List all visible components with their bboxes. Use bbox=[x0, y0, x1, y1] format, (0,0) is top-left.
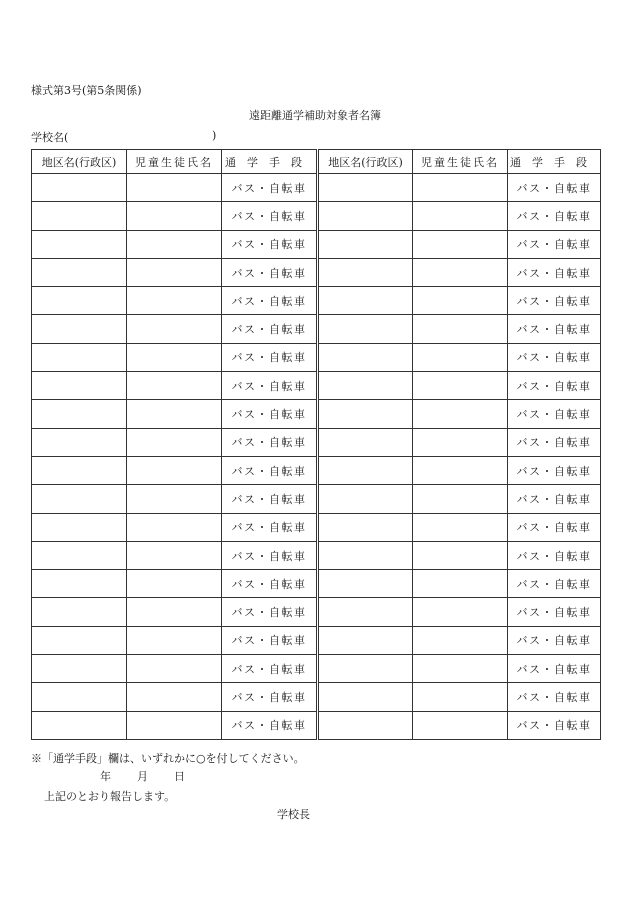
table-row bbox=[32, 513, 601, 541]
commute-means-cell-right[interactable]: バス・自転車 bbox=[508, 400, 601, 428]
date-day-label: 日 bbox=[174, 770, 185, 783]
table-row bbox=[32, 570, 601, 598]
commute-means-cell-left[interactable]: バス・自転車 bbox=[222, 570, 318, 598]
district-cell-right[interactable] bbox=[318, 400, 413, 428]
district-cell-left[interactable] bbox=[32, 456, 127, 484]
student-name-cell-left[interactable] bbox=[127, 428, 222, 456]
district-cell-right[interactable] bbox=[318, 202, 413, 230]
form-number: 様式第3号(第5条関係) bbox=[31, 84, 142, 97]
commute-means-cell-right[interactable]: バス・自転車 bbox=[508, 287, 601, 315]
commute-means-cell-left[interactable]: バス・自転車 bbox=[222, 711, 318, 739]
header-student-name-left: 児童生徒氏名 bbox=[127, 150, 222, 174]
table-header-row bbox=[32, 150, 601, 174]
district-cell-left[interactable] bbox=[32, 315, 127, 343]
school-name-paren-close: ) bbox=[212, 129, 217, 142]
table-row bbox=[32, 626, 601, 654]
commute-means-cell-left[interactable]: バス・自転車 bbox=[222, 598, 318, 626]
table-row bbox=[32, 598, 601, 626]
district-cell-left[interactable] bbox=[32, 711, 127, 739]
table-row bbox=[32, 541, 601, 569]
commute-means-cell-right[interactable]: バス・自転車 bbox=[508, 598, 601, 626]
student-name-cell-right[interactable] bbox=[413, 343, 508, 371]
district-cell-right[interactable] bbox=[318, 456, 413, 484]
commute-means-cell-left[interactable]: バス・自転車 bbox=[222, 315, 318, 343]
student-name-cell-right[interactable] bbox=[413, 428, 508, 456]
district-cell-left[interactable] bbox=[32, 400, 127, 428]
student-name-cell-left[interactable] bbox=[127, 230, 222, 258]
table-row bbox=[32, 400, 601, 428]
table-row bbox=[32, 683, 601, 711]
student-name-cell-right[interactable] bbox=[413, 400, 508, 428]
district-cell-left[interactable] bbox=[32, 174, 127, 202]
principal-label: 学校長 bbox=[277, 808, 310, 821]
school-name-line bbox=[31, 129, 217, 145]
commute-means-cell-left[interactable]: バス・自転車 bbox=[222, 655, 318, 683]
commute-means-cell-left[interactable]: バス・自転車 bbox=[222, 626, 318, 654]
table-row bbox=[32, 655, 601, 683]
district-cell-left[interactable] bbox=[32, 428, 127, 456]
note-text: ※「通学手段」欄は、いずれかに○を付してください。 bbox=[31, 752, 305, 765]
district-cell-right[interactable] bbox=[318, 372, 413, 400]
table-row bbox=[32, 456, 601, 484]
student-name-cell-right[interactable] bbox=[413, 655, 508, 683]
table-row bbox=[32, 428, 601, 456]
commute-means-cell-left[interactable]: バス・自転車 bbox=[222, 202, 318, 230]
commute-means-cell-left[interactable]: バス・自転車 bbox=[222, 513, 318, 541]
header-commute-means-left: 通学手段 bbox=[222, 150, 318, 174]
student-name-cell-right[interactable] bbox=[413, 230, 508, 258]
student-name-cell-right[interactable] bbox=[413, 456, 508, 484]
student-name-cell-left[interactable] bbox=[127, 372, 222, 400]
district-cell-right[interactable] bbox=[318, 513, 413, 541]
district-cell-right[interactable] bbox=[318, 343, 413, 371]
commute-means-cell-right[interactable]: バス・自転車 bbox=[508, 258, 601, 286]
commute-means-cell-left[interactable]: バス・自転車 bbox=[222, 287, 318, 315]
district-cell-right[interactable] bbox=[318, 230, 413, 258]
school-name-label: 学校名( bbox=[31, 131, 69, 144]
student-name-cell-right[interactable] bbox=[413, 541, 508, 569]
commute-means-cell-left[interactable]: バス・自転車 bbox=[222, 400, 318, 428]
header-commute-means-right: 通学手段 bbox=[508, 150, 601, 174]
commute-means-cell-right[interactable]: バス・自転車 bbox=[508, 626, 601, 654]
commute-means-cell-left[interactable]: バス・自転車 bbox=[222, 541, 318, 569]
district-cell-left[interactable] bbox=[32, 258, 127, 286]
header-district-left: 地区名(行政区) bbox=[32, 150, 127, 174]
commute-means-cell-right[interactable]: バス・自転車 bbox=[508, 655, 601, 683]
student-name-cell-right[interactable] bbox=[413, 570, 508, 598]
student-name-cell-left[interactable] bbox=[127, 485, 222, 513]
district-cell-right[interactable] bbox=[318, 655, 413, 683]
commute-means-cell-right[interactable]: バス・自転車 bbox=[508, 513, 601, 541]
commute-means-cell-right[interactable]: バス・自転車 bbox=[508, 174, 601, 202]
student-name-cell-left[interactable] bbox=[127, 683, 222, 711]
table-row bbox=[32, 372, 601, 400]
commute-means-cell-left[interactable]: バス・自転車 bbox=[222, 174, 318, 202]
table-row bbox=[32, 174, 601, 202]
date-month-label: 月 bbox=[137, 770, 148, 783]
table-row bbox=[32, 230, 601, 258]
student-name-cell-left[interactable] bbox=[127, 456, 222, 484]
commute-means-cell-right[interactable]: バス・自転車 bbox=[508, 343, 601, 371]
district-cell-left[interactable] bbox=[32, 230, 127, 258]
district-cell-left[interactable] bbox=[32, 485, 127, 513]
district-cell-right[interactable] bbox=[318, 428, 413, 456]
student-name-cell-right[interactable] bbox=[413, 174, 508, 202]
student-name-cell-right[interactable] bbox=[413, 202, 508, 230]
student-name-cell-left[interactable] bbox=[127, 202, 222, 230]
commute-means-cell-right[interactable]: バス・自転車 bbox=[508, 541, 601, 569]
table-body bbox=[32, 174, 601, 740]
commute-means-cell-left[interactable]: バス・自転車 bbox=[222, 343, 318, 371]
district-cell-left[interactable] bbox=[32, 626, 127, 654]
district-cell-left[interactable] bbox=[32, 598, 127, 626]
student-name-cell-left[interactable] bbox=[127, 258, 222, 286]
commute-means-cell-left[interactable]: バス・自転車 bbox=[222, 683, 318, 711]
table-row bbox=[32, 315, 601, 343]
commute-means-cell-right[interactable]: バス・自転車 bbox=[508, 485, 601, 513]
commute-means-cell-left[interactable]: バス・自転車 bbox=[222, 372, 318, 400]
header-student-name-right: 児童生徒氏名 bbox=[413, 150, 508, 174]
table-row bbox=[32, 711, 601, 739]
student-name-cell-right[interactable] bbox=[413, 372, 508, 400]
district-cell-right[interactable] bbox=[318, 258, 413, 286]
commute-means-cell-left[interactable]: バス・自転車 bbox=[222, 258, 318, 286]
student-name-cell-right[interactable] bbox=[413, 626, 508, 654]
roster-table bbox=[31, 149, 601, 740]
student-name-cell-right[interactable] bbox=[413, 485, 508, 513]
date-year-label: 年 bbox=[100, 770, 111, 783]
district-cell-right[interactable] bbox=[318, 541, 413, 569]
district-cell-right[interactable] bbox=[318, 315, 413, 343]
commute-means-cell-right[interactable]: バス・自転車 bbox=[508, 711, 601, 739]
student-name-cell-left[interactable] bbox=[127, 174, 222, 202]
commute-means-cell-right[interactable]: バス・自転車 bbox=[508, 428, 601, 456]
student-name-cell-left[interactable] bbox=[127, 570, 222, 598]
student-name-cell-left[interactable] bbox=[127, 598, 222, 626]
student-name-cell-left[interactable] bbox=[127, 626, 222, 654]
commute-means-cell-right[interactable]: バス・自転車 bbox=[508, 230, 601, 258]
district-cell-right[interactable] bbox=[318, 485, 413, 513]
district-cell-right[interactable] bbox=[318, 683, 413, 711]
student-name-cell-right[interactable] bbox=[413, 598, 508, 626]
district-cell-left[interactable] bbox=[32, 683, 127, 711]
student-name-cell-right[interactable] bbox=[413, 287, 508, 315]
commute-means-cell-right[interactable]: バス・自転車 bbox=[508, 315, 601, 343]
table-row bbox=[32, 202, 601, 230]
report-text: 上記のとおり報告します。 bbox=[44, 790, 176, 803]
student-name-cell-left[interactable] bbox=[127, 711, 222, 739]
district-cell-left[interactable] bbox=[32, 372, 127, 400]
commute-means-cell-left[interactable]: バス・自転車 bbox=[222, 485, 318, 513]
student-name-cell-right[interactable] bbox=[413, 258, 508, 286]
district-cell-right[interactable] bbox=[318, 626, 413, 654]
student-name-cell-left[interactable] bbox=[127, 287, 222, 315]
district-cell-left[interactable] bbox=[32, 513, 127, 541]
district-cell-left[interactable] bbox=[32, 287, 127, 315]
district-cell-right[interactable] bbox=[318, 570, 413, 598]
student-name-cell-right[interactable] bbox=[413, 513, 508, 541]
student-name-cell-left[interactable] bbox=[127, 541, 222, 569]
date-line bbox=[100, 768, 185, 784]
document-title: 遠距離通学補助対象者名簿 bbox=[249, 109, 381, 122]
district-cell-left[interactable] bbox=[32, 541, 127, 569]
student-name-cell-left[interactable] bbox=[127, 343, 222, 371]
commute-means-cell-right[interactable]: バス・自転車 bbox=[508, 372, 601, 400]
table-row bbox=[32, 258, 601, 286]
table-row bbox=[32, 485, 601, 513]
commute-means-cell-left[interactable]: バス・自転車 bbox=[222, 428, 318, 456]
header-district-right: 地区名(行政区) bbox=[318, 150, 413, 174]
district-cell-right[interactable] bbox=[318, 711, 413, 739]
student-name-cell-right[interactable] bbox=[413, 711, 508, 739]
district-cell-right[interactable] bbox=[318, 174, 413, 202]
district-cell-right[interactable] bbox=[318, 287, 413, 315]
table-row bbox=[32, 287, 601, 315]
district-cell-left[interactable] bbox=[32, 655, 127, 683]
student-name-cell-right[interactable] bbox=[413, 683, 508, 711]
student-name-cell-left[interactable] bbox=[127, 400, 222, 428]
commute-means-cell-left[interactable]: バス・自転車 bbox=[222, 456, 318, 484]
district-cell-left[interactable] bbox=[32, 343, 127, 371]
commute-means-cell-right[interactable]: バス・自転車 bbox=[508, 202, 601, 230]
commute-means-cell-right[interactable]: バス・自転車 bbox=[508, 683, 601, 711]
student-name-cell-left[interactable] bbox=[127, 315, 222, 343]
district-cell-left[interactable] bbox=[32, 202, 127, 230]
commute-means-cell-right[interactable]: バス・自転車 bbox=[508, 456, 601, 484]
commute-means-cell-left[interactable]: バス・自転車 bbox=[222, 230, 318, 258]
table-row bbox=[32, 343, 601, 371]
district-cell-right[interactable] bbox=[318, 598, 413, 626]
district-cell-left[interactable] bbox=[32, 570, 127, 598]
student-name-cell-right[interactable] bbox=[413, 315, 508, 343]
commute-means-cell-right[interactable]: バス・自転車 bbox=[508, 570, 601, 598]
student-name-cell-left[interactable] bbox=[127, 513, 222, 541]
student-name-cell-left[interactable] bbox=[127, 655, 222, 683]
